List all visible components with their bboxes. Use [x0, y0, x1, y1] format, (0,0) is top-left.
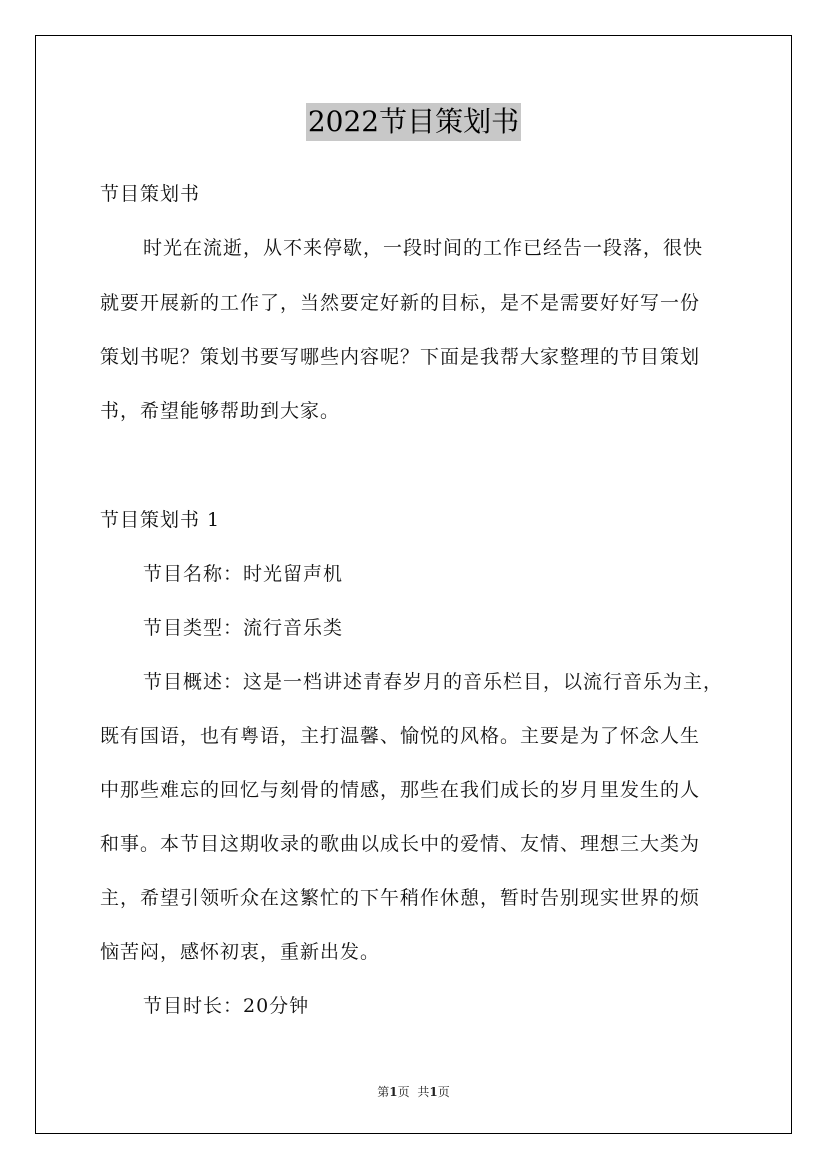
footer-prefix: 第 — [377, 1085, 390, 1099]
overview-line: 中那些难忘的回忆与刻骨的情感，那些在我们成长的岁月里发生的人 — [100, 779, 701, 801]
program-type: 节目类型：流行音乐类 — [143, 617, 344, 639]
overview-line: 恼苦闷，感怀初衷，重新出发。 — [100, 941, 381, 963]
footer-page-number: 1 — [389, 1085, 398, 1099]
footer-total-prefix: 共 — [417, 1085, 430, 1099]
intro-line: 时光在流逝，从不来停歇，一段时间的工作已经告一段落，很快 — [143, 237, 704, 259]
overview-line: 既有国语，也有粤语，主打温馨、愉悦的风格。主要是为了怀念人生 — [100, 725, 701, 747]
page-footer — [0, 1083, 827, 1100]
intro-line: 就要开展新的工作了，当然要定好新的目标，是不是需要好好写一份 — [100, 292, 701, 314]
footer-total-suffix: 页 — [437, 1085, 450, 1099]
footer-total-pages: 1 — [429, 1085, 438, 1099]
footer-page-suffix: 页 — [397, 1085, 410, 1099]
section-heading: 节目策划书 1 — [100, 509, 221, 531]
overview-line: 节目概述：这是一档讲述青春岁月的音乐栏目，以流行音乐为主， — [143, 671, 724, 693]
program-duration: 节目时长：20分钟 — [143, 995, 310, 1017]
intro-line: 策划书呢？策划书要写哪些内容呢？下面是我帮大家整理的节目策划 — [100, 346, 701, 368]
program-name: 节目名称：时光留声机 — [143, 563, 344, 585]
subtitle: 节目策划书 — [100, 183, 201, 205]
title-container — [0, 103, 827, 141]
overview-line: 和事。本节目这期收录的歌曲以成长中的爱情、友情、理想三大类为 — [100, 833, 701, 855]
intro-line: 书，希望能够帮助到大家。 — [100, 400, 341, 422]
document-title: 2022节目策划书 — [306, 103, 521, 141]
overview-line: 主，希望引领听众在这繁忙的下午稍作休憩，暂时告别现实世界的烦 — [100, 887, 701, 909]
